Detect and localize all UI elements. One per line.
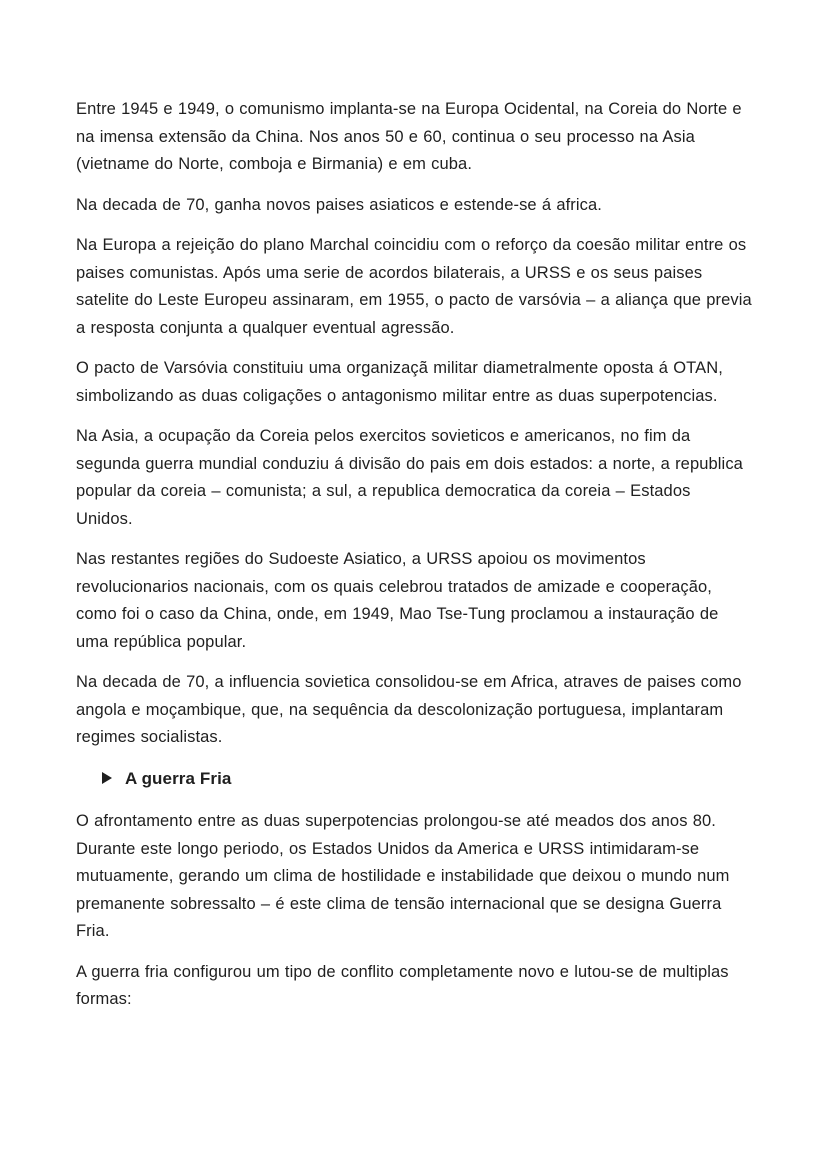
section-heading-label: A guerra Fria (125, 768, 232, 788)
paragraph: A guerra fria configurou um tipo de conflito completamente novo e lutou-se de multiplas formas: (76, 962, 729, 1008)
paragraph: Na Asia, a ocupação da Coreia pelos exercitos sovieticos e americanos, no fim da segunda guerra mundial conduziu á divisão do pais em dois estados: a norte, a republica popular da coreia – comunista; a sul, a republica democratica da coreia – Estados Unidos. (76, 427, 743, 528)
section-heading (102, 765, 752, 793)
paragraph: Na decada de 70, ganha novos paises asiaticos e estende-se á africa. (76, 195, 602, 214)
paragraph: O afrontamento entre as duas superpotencias prolongou-se até meados dos anos 80. Durante este longo periodo, os Estados Unidos da America e URSS intimidaram-se mutuamente, gerando um clima de hostilidade e instabilidade que deixou o mundo num premanente sobressalto – é este clima de tensão internacional que se designa Guerra Fria. (76, 812, 730, 940)
paragraph: Na decada de 70, a influencia sovietica consolidou-se em Africa, atraves de paises como angola e moçambique, que, na sequência da descolonização portuguesa, implantaram regimes socialistas. (76, 673, 742, 746)
paragraph: Entre 1945 e 1949, o comunismo implanta-se na Europa Ocidental, na Coreia do Norte e na imensa extensão da China. Nos anos 50 e 60, continua o seu processo na Asia (vietname do Norte, comboja e Birmania) e em cuba. (76, 100, 742, 173)
paragraph: O pacto de Varsóvia constituiu uma organizaçã militar diametralmente oposta á OTAN, simbolizando as duas coligações o antagonismo militar entre as duas superpotencias. (76, 359, 723, 405)
paragraph: Na Europa a rejeição do plano Marchal coincidiu com o reforço da coesão militar entre os paises comunistas. Após uma serie de acordos bilaterais, a URSS e os seus paises satelite do Leste Europeu assinaram, em 1955, o pacto de varsóvia – a aliança que previa a resposta conjunta a qualquer eventual agressão. (76, 236, 752, 337)
paragraph: Nas restantes regiões do Sudoeste Asiatico, a URSS apoiou os movimentos revolucionarios nacionais, com os quais celebrou tratados de amizade e cooperação, como foi o caso da China, onde, em 1949, Mao Tse-Tung proclamou a instauração de uma república popular. (76, 550, 719, 651)
arrow-bullet-icon (102, 772, 112, 784)
